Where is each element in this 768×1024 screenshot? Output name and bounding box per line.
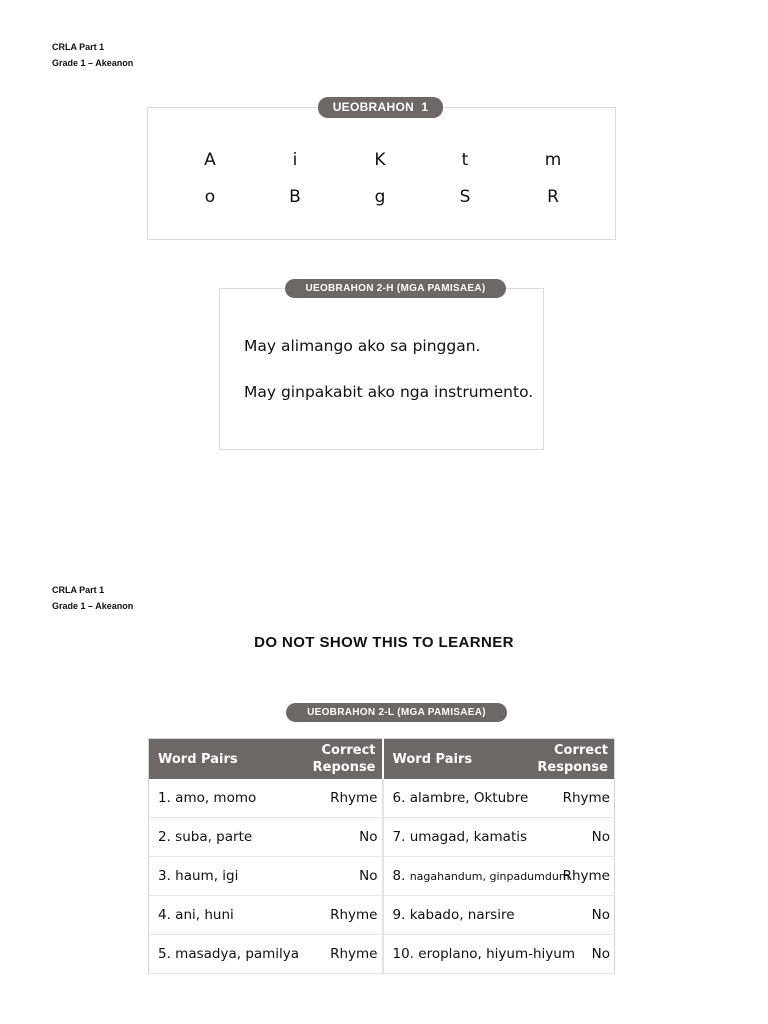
left-response: No	[295, 818, 383, 857]
pair-words: umagad, kamatis	[409, 829, 528, 845]
table-row	[149, 857, 615, 896]
col-header-correct-response	[295, 739, 383, 780]
table-header-row	[149, 739, 615, 780]
table-row	[149, 935, 615, 974]
right-response: No	[527, 818, 615, 857]
exercise1-title-pill: UEOBRAHON 1	[318, 97, 443, 118]
right-response: No	[527, 896, 615, 935]
header-title: CRLA Part 1	[52, 42, 105, 52]
pair-words: eroplano, hiyum-hiyum	[418, 946, 575, 962]
table-row	[149, 818, 615, 857]
letter: K	[374, 150, 386, 170]
exercise2h-title-pill: UEOBRAHON 2-H (MGA PAMISAEA)	[285, 279, 506, 298]
pair-number: 7.	[392, 829, 406, 845]
pair-words: alambre, Oktubre	[409, 790, 529, 806]
letter: B	[289, 187, 301, 207]
left-response: Rhyme	[295, 779, 383, 818]
exercise1-letters-box	[147, 107, 616, 240]
exercise2l-title-pill: UEOBRAHON 2-L (MGA PAMISAEA)	[286, 703, 507, 722]
sentence-1: May alimango ako sa pinggan.	[244, 337, 481, 355]
left-word-pair: 4. ani, huni	[149, 896, 295, 935]
left-word-pair: 5. masadya, pamilya	[149, 935, 295, 974]
page1-header	[52, 39, 133, 71]
right-word-pair	[383, 857, 570, 896]
pair-words: kabado, narsire	[409, 907, 515, 923]
letter: g	[374, 187, 386, 207]
letters-row-2	[148, 185, 615, 209]
pair-number: 10.	[392, 946, 414, 962]
left-response: Rhyme	[295, 935, 383, 974]
header-grade: Grade 1 – Akeanon	[52, 58, 134, 68]
right-word-pair	[383, 779, 527, 818]
header-line: Response	[537, 760, 608, 775]
left-response: Rhyme	[295, 896, 383, 935]
letter: i	[292, 150, 298, 170]
exercise2h-box	[219, 288, 544, 450]
col-header-correct-response	[527, 739, 615, 780]
pair-number: 8.	[392, 868, 406, 884]
letter: A	[204, 150, 216, 170]
col-header-word-pairs: Word Pairs	[149, 739, 295, 780]
left-word-pair: 3. haum, igi	[149, 857, 295, 896]
pair-number: 6.	[392, 790, 406, 806]
pair-words: nagahandum, ginpadumdum	[409, 870, 570, 883]
do-not-show-notice: DO NOT SHOW THIS TO LEARNER	[254, 634, 514, 651]
right-word-pair	[383, 818, 527, 857]
sentence-2: May ginpakabit ako nga instrumento.	[244, 383, 534, 401]
pair-number: 9.	[392, 907, 406, 923]
page2-header	[52, 582, 133, 614]
table-row	[149, 779, 615, 818]
letter: m	[544, 150, 562, 170]
letter: t	[461, 150, 469, 170]
header-grade: Grade 1 – Akeanon	[52, 601, 134, 611]
right-response: Rhyme	[527, 857, 615, 896]
right-word-pair	[383, 896, 527, 935]
word-pairs-table	[148, 738, 615, 974]
letter: o	[204, 187, 216, 207]
right-word-pair	[383, 935, 575, 974]
letters-row-1	[148, 148, 615, 172]
letter: R	[547, 187, 559, 207]
col-header-word-pairs: Word Pairs	[383, 739, 527, 780]
right-response: Rhyme	[527, 779, 615, 818]
header-line: Correct	[321, 743, 376, 758]
header-line: Reponse	[312, 760, 376, 775]
left-word-pair: 1. amo, momo	[149, 779, 295, 818]
left-response: No	[295, 857, 383, 896]
letter: S	[459, 187, 471, 207]
header-line: Correct	[553, 743, 608, 758]
right-response: No	[527, 935, 615, 974]
table-row	[149, 896, 615, 935]
left-word-pair: 2. suba, parte	[149, 818, 295, 857]
header-title: CRLA Part 1	[52, 585, 105, 595]
